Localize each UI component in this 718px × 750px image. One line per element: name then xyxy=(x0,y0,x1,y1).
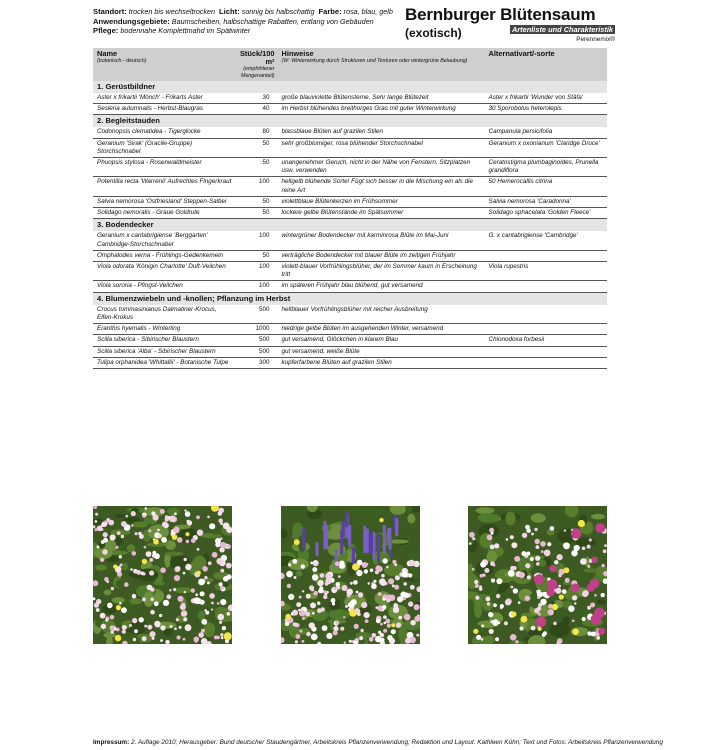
meta-line-2 xyxy=(93,17,413,27)
plant-qty: 50 xyxy=(236,138,278,157)
table-row xyxy=(93,335,607,346)
anwendung-value: Baumscheiben, halbschattige Rabatten, entlang von Gebäuden xyxy=(171,16,374,26)
plant-qty: 50 xyxy=(236,250,278,261)
flower-photo-image xyxy=(93,506,232,644)
table-row xyxy=(93,305,607,324)
site-conditions xyxy=(93,7,413,36)
plant-note: blassblaue Blüten auf grazilen Stilen xyxy=(278,127,485,138)
plant-alternative: Chionodoxa forbesii xyxy=(485,335,607,346)
plant-alternative: Aster x frikartii 'Wunder von Stäfa' xyxy=(485,93,607,104)
table-row xyxy=(93,231,607,250)
table-section-row xyxy=(93,81,607,93)
plant-qty: 30 xyxy=(236,93,278,104)
plant-alternative: Viola rupestris xyxy=(485,262,607,281)
plant-note: kupferfarbene Blüten auf grazilen Stilen xyxy=(278,357,485,368)
title-sub: (exotisch) xyxy=(405,26,462,40)
plant-note: gut versamend, Glöckchen in klarem Blau xyxy=(278,335,485,346)
title-tagline: Artenliste und Charakteristik xyxy=(511,25,613,34)
table-row xyxy=(93,324,607,335)
table-header-row xyxy=(93,48,607,81)
plant-alternative xyxy=(485,281,607,292)
photo-bed-2 xyxy=(281,506,420,644)
plant-alternative: Geranium x oxonianum 'Claridge Druce' xyxy=(485,138,607,157)
document-title xyxy=(405,5,615,43)
plant-note: hellblauer Vorfrühlingsblüher mit reicher Ausbreitung xyxy=(278,305,485,324)
plant-name: Aster x frikartii 'Mönch' - Frikarts Aster xyxy=(93,93,236,104)
standort-value: trocken bis wechseltrocken xyxy=(128,7,216,16)
table-row xyxy=(93,138,607,157)
plant-qty: 500 xyxy=(236,335,278,346)
plant-qty: 500 xyxy=(236,305,278,324)
plant-qty: 50 xyxy=(236,208,278,219)
plant-alternative xyxy=(485,346,607,357)
plant-name: Potentilla recta 'Warrenii' Aufrechtes Fingerkraut xyxy=(93,177,236,196)
plant-name: Codonopsis clematidea - Tigerglocke xyxy=(93,127,236,138)
table-row xyxy=(93,262,607,281)
pflege-value: bodennahe Komplettmahd im Spätwinter xyxy=(120,26,251,36)
plant-alternative xyxy=(485,324,607,335)
plant-name: Crocus tommasinianus Dalmatiner-Krocus, Elfen-Krokus xyxy=(93,305,236,324)
plant-name: Salvia nemorosa 'Ostfriesland' Steppen-Salbei xyxy=(93,196,236,207)
section-title: 4. Blumenzwiebeln und -knollen; Pflanzung im Herbst xyxy=(93,292,607,305)
plant-name: Solidago nemoralis - Graue Goldrute xyxy=(93,208,236,219)
table-section-row xyxy=(93,292,607,305)
plant-qty: 500 xyxy=(236,346,278,357)
section-title: 2. Begleitstauden xyxy=(93,115,607,128)
plant-note: gut versamend, weiße Blüte xyxy=(278,346,485,357)
title-main: Bernburger Blütensaum xyxy=(405,5,596,24)
plant-name: Phuopsis stylosa - Rosenwaldmeister xyxy=(93,158,236,177)
section-title: 1. Gerüstbildner xyxy=(93,81,607,93)
plant-alternative: Solidago sphacelata 'Golden Fleece' xyxy=(485,208,607,219)
table-section-row xyxy=(93,219,607,232)
licht-label: Licht: xyxy=(219,7,240,16)
table-row xyxy=(93,208,607,219)
plant-note: im späteren Frühjahr blau blühend, gut versamend xyxy=(278,281,485,292)
plant-alternative: Salvia nemorosa 'Caradonna' xyxy=(485,196,607,207)
table-row xyxy=(93,196,607,207)
plant-table xyxy=(93,48,607,369)
plant-note: niedrige gelbe Blüten im ausgehenden Winter, versamend xyxy=(278,324,485,335)
plant-name: Geranium 'Sirak' (Gracile-Gruppe) Storchschnabel xyxy=(93,138,236,157)
header-note: Hinweise (W: Winterwirkung durch Strukturen und Texturen oder wintergrüne Belaubung) xyxy=(281,49,468,65)
table-row xyxy=(93,127,607,138)
meta-line-3 xyxy=(93,26,413,36)
photo-bed-1 xyxy=(93,506,232,644)
imprint xyxy=(93,739,663,746)
table-row xyxy=(93,281,607,292)
plant-note: im Herbst blühendes breithorges Gras mit guter Winterwirkung xyxy=(278,104,485,115)
plant-alternative xyxy=(485,250,607,261)
plant-qty: 1000 xyxy=(236,324,278,335)
plant-alternative: 50 Hemerocallis citrina xyxy=(485,177,607,196)
plant-note: unangenehmer Geruch, nicht in der Nähe von Fenstern, Sitzplatzen usw. verwenden xyxy=(278,158,485,177)
table-row xyxy=(93,104,607,115)
plant-name: Geranium x cantabrigiense 'Berggarten' Cambridge-Storchschnabel xyxy=(93,231,236,250)
header-qty: Stück/100 m² (empfohlener Mengenanteil) xyxy=(240,49,275,79)
plant-qty: 100 xyxy=(236,177,278,196)
standort-label: Standort: xyxy=(93,7,127,16)
plant-note: große blauviolette Blütensterne, Sehr lange Blütezeit xyxy=(278,93,485,104)
plant-note: hellgelb blühende Sorte! Fügt sich besser in die Mischung ein als die reine Art xyxy=(278,177,485,196)
plant-name: Eranthis hyemalis - Winterling xyxy=(93,324,236,335)
plant-alternative: Ceratostigma plumbaginoides, Prunella grandiflora xyxy=(485,158,607,177)
plant-note: violettblaue Blütenkerzen im Frühsommer xyxy=(278,196,485,207)
plant-name: Tulipa orphanidea 'Whittallii' - Botanische Tulpe xyxy=(93,357,236,368)
plant-note: sehr großblumiger, rosa blühender Storchschnabel xyxy=(278,138,485,157)
plant-qty: 100 xyxy=(236,231,278,250)
plant-qty: 300 xyxy=(236,357,278,368)
farbe-label: Farbe: xyxy=(318,7,342,16)
plant-qty: 50 xyxy=(236,158,278,177)
flower-photo-image xyxy=(281,506,420,644)
meta-line-1 xyxy=(93,7,413,17)
imprint-label: Impressum: xyxy=(93,739,130,746)
licht-value: sonnig bis halbschattig xyxy=(241,7,315,16)
anwendung-label: Anwendungsgebiete: xyxy=(93,16,170,26)
farbe-value: rosa, blau, gelb xyxy=(343,7,393,16)
header-name: Name (botanisch - deutsch) xyxy=(97,49,147,65)
table-row xyxy=(93,250,607,261)
plant-name: Scilla siberica - Sibirischer Blaustern xyxy=(93,335,236,346)
plant-qty: 40 xyxy=(236,104,278,115)
table-row xyxy=(93,177,607,196)
table-row xyxy=(93,93,607,104)
plant-alternative: G. x cantabrigiense 'Cambridge' xyxy=(485,231,607,250)
plant-table-body xyxy=(93,81,607,369)
plant-name: Omphalodes verna - Frühlings-Gedenkemein xyxy=(93,250,236,261)
plant-note: lockere gelbe Blütenstände im Spätsommer xyxy=(278,208,485,219)
table-row xyxy=(93,346,607,357)
plant-alternative xyxy=(485,357,607,368)
plant-name: Viola sororia - Pfingst-Veilchen xyxy=(93,281,236,292)
imprint-text: 2. Auflage 2010; Herausgeber: Bund deutscher Staudengärtner, Arbeitskreis Pflanzenverwendung; Redaktion und Layout: Kathleen Kühn; Text und Fotos: Arbeitskreis Pflanzenverwendung xyxy=(131,739,663,746)
flower-photo-image xyxy=(468,506,607,644)
table-row xyxy=(93,357,607,368)
plant-qty: 80 xyxy=(236,127,278,138)
header-alt: Alternativart/-sorte xyxy=(488,49,555,58)
plant-qty: 100 xyxy=(236,262,278,281)
plant-name: Scilla siberica 'Alba' - Sibirischer Blaustern xyxy=(93,346,236,357)
plant-qty: 50 xyxy=(236,196,278,207)
plant-name: Viola odorata 'Königin Charlotte' Duft-Veilchen xyxy=(93,262,236,281)
pflege-label: Pflege: xyxy=(93,26,119,36)
table-row xyxy=(93,158,607,177)
table-section-row xyxy=(93,115,607,128)
brand-mark: Perennemix® xyxy=(576,36,615,43)
plant-note: wintergrüner Bodendecker mit karminrosa Blüte im Mai-Juni xyxy=(278,231,485,250)
plant-alternative xyxy=(485,305,607,324)
plant-alternative: Campanula persicifolia xyxy=(485,127,607,138)
plant-alternative: 30 Sporobolus heterolepis xyxy=(485,104,607,115)
photo-bed-3 xyxy=(468,506,607,644)
section-title: 3. Bodendecker xyxy=(93,219,607,232)
plant-name: Sesleria autumnalis - Herbst-Blaugras xyxy=(93,104,236,115)
plant-qty: 100 xyxy=(236,281,278,292)
plant-note: verträgliche Bodendecker mit blauer Blüte im zeitigen Frühjahr xyxy=(278,250,485,261)
plant-note: violett-blauer Vorfrühlingsblüher, der im Sommer kaum in Erscheinung tritt xyxy=(278,262,485,281)
